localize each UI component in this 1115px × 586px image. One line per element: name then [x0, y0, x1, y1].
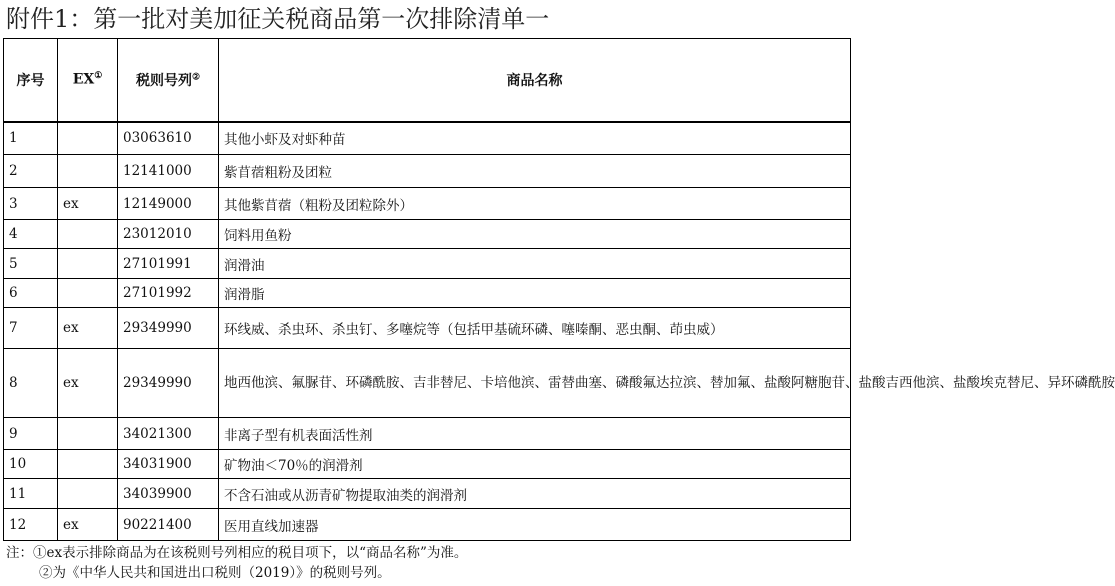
row-no: 10 [4, 450, 58, 479]
row-no: 12 [4, 509, 58, 541]
header-name: 商品名称 [219, 39, 851, 122]
row-name: 润滑脂 [219, 279, 851, 308]
row-no: 1 [4, 122, 58, 155]
row-name: 紫苜蓿粗粉及团粒 [219, 155, 851, 188]
row-no: 4 [4, 220, 58, 249]
footnote-marker-2: ② [191, 72, 201, 83]
document-title: 附件1：第一批对美加征关税商品第一次排除清单一 [6, 5, 550, 33]
table-header-row [4, 39, 851, 122]
row-ex [58, 418, 118, 450]
header-no: 序号 [4, 39, 58, 122]
row-name: 饲料用鱼粉 [219, 220, 851, 249]
row-name: 环线威、杀虫环、杀虫钉、多噻烷等（包括甲基硫环磷、噻嗪酮、恶虫酮、茚虫威） [219, 308, 851, 349]
table-row [4, 188, 851, 220]
row-code: 12141000 [118, 155, 219, 188]
footnotes [6, 543, 467, 583]
table-row [4, 349, 851, 418]
table-row [4, 279, 851, 308]
table-row [4, 479, 851, 509]
footnote-1: 注：①ex表示排除商品为在该税则号列相应的税目项下，以“商品名称”为准。 [6, 545, 468, 561]
row-ex [58, 450, 118, 479]
row-ex [58, 220, 118, 249]
row-name: 其他紫苜蓿（粗粉及团粒除外） [219, 188, 851, 220]
table-row [4, 418, 851, 450]
row-no: 11 [4, 479, 58, 509]
row-no: 3 [4, 188, 58, 220]
row-no: 2 [4, 155, 58, 188]
row-ex: ex [58, 509, 118, 541]
row-name: 其他小虾及对虾种苗 [219, 122, 851, 155]
row-ex [58, 249, 118, 279]
row-ex [58, 279, 118, 308]
row-name: 矿物油＜70％的润滑剂 [219, 450, 851, 479]
row-code: 29349990 [118, 308, 219, 349]
row-ex [58, 122, 118, 155]
table-row [4, 249, 851, 279]
row-name: 医用直线加速器 [219, 509, 851, 541]
row-name: 非离子型有机表面活性剂 [219, 418, 851, 450]
row-ex: ex [58, 188, 118, 220]
row-code: 90221400 [118, 509, 219, 541]
row-no: 8 [4, 349, 58, 418]
row-code: 23012010 [118, 220, 219, 249]
footnote-marker-1: ① [94, 71, 103, 82]
row-name: 地西他滨、氟脲苷、环磷酰胺、吉非替尼、卡培他滨、雷替曲塞、磷酸氟达拉滨、替加氟、盐酸阿糖胞苷、盐酸吉西他滨、盐酸埃克替尼、异环磷酰胺 [219, 349, 851, 418]
row-code: 27101991 [118, 249, 219, 279]
row-no: 9 [4, 418, 58, 450]
row-code: 34039900 [118, 479, 219, 509]
header-ex: EX① [58, 39, 118, 122]
table-row [4, 155, 851, 188]
row-code: 03063610 [118, 122, 219, 155]
row-ex [58, 155, 118, 188]
row-code: 12149000 [118, 188, 219, 220]
table-row [4, 450, 851, 479]
row-ex [58, 479, 118, 509]
table-row [4, 220, 851, 249]
row-no: 6 [4, 279, 58, 308]
row-name: 润滑油 [219, 249, 851, 279]
row-name: 不含石油或从沥青矿物提取油类的润滑剂 [219, 479, 851, 509]
table-row [4, 122, 851, 155]
row-no: 5 [4, 249, 58, 279]
row-code: 34021300 [118, 418, 219, 450]
table-row [4, 509, 851, 541]
footnote-2: ②为《中华人民共和国进出口税则（2019）》的税则号列。 [39, 565, 391, 581]
row-code: 29349990 [118, 349, 219, 418]
table-row [4, 308, 851, 349]
row-ex: ex [58, 349, 118, 418]
header-code: 税则号列② [118, 39, 219, 122]
row-no: 7 [4, 308, 58, 349]
row-ex: ex [58, 308, 118, 349]
row-code: 34031900 [118, 450, 219, 479]
exclusion-list-table [3, 38, 1115, 541]
row-code: 27101992 [118, 279, 219, 308]
